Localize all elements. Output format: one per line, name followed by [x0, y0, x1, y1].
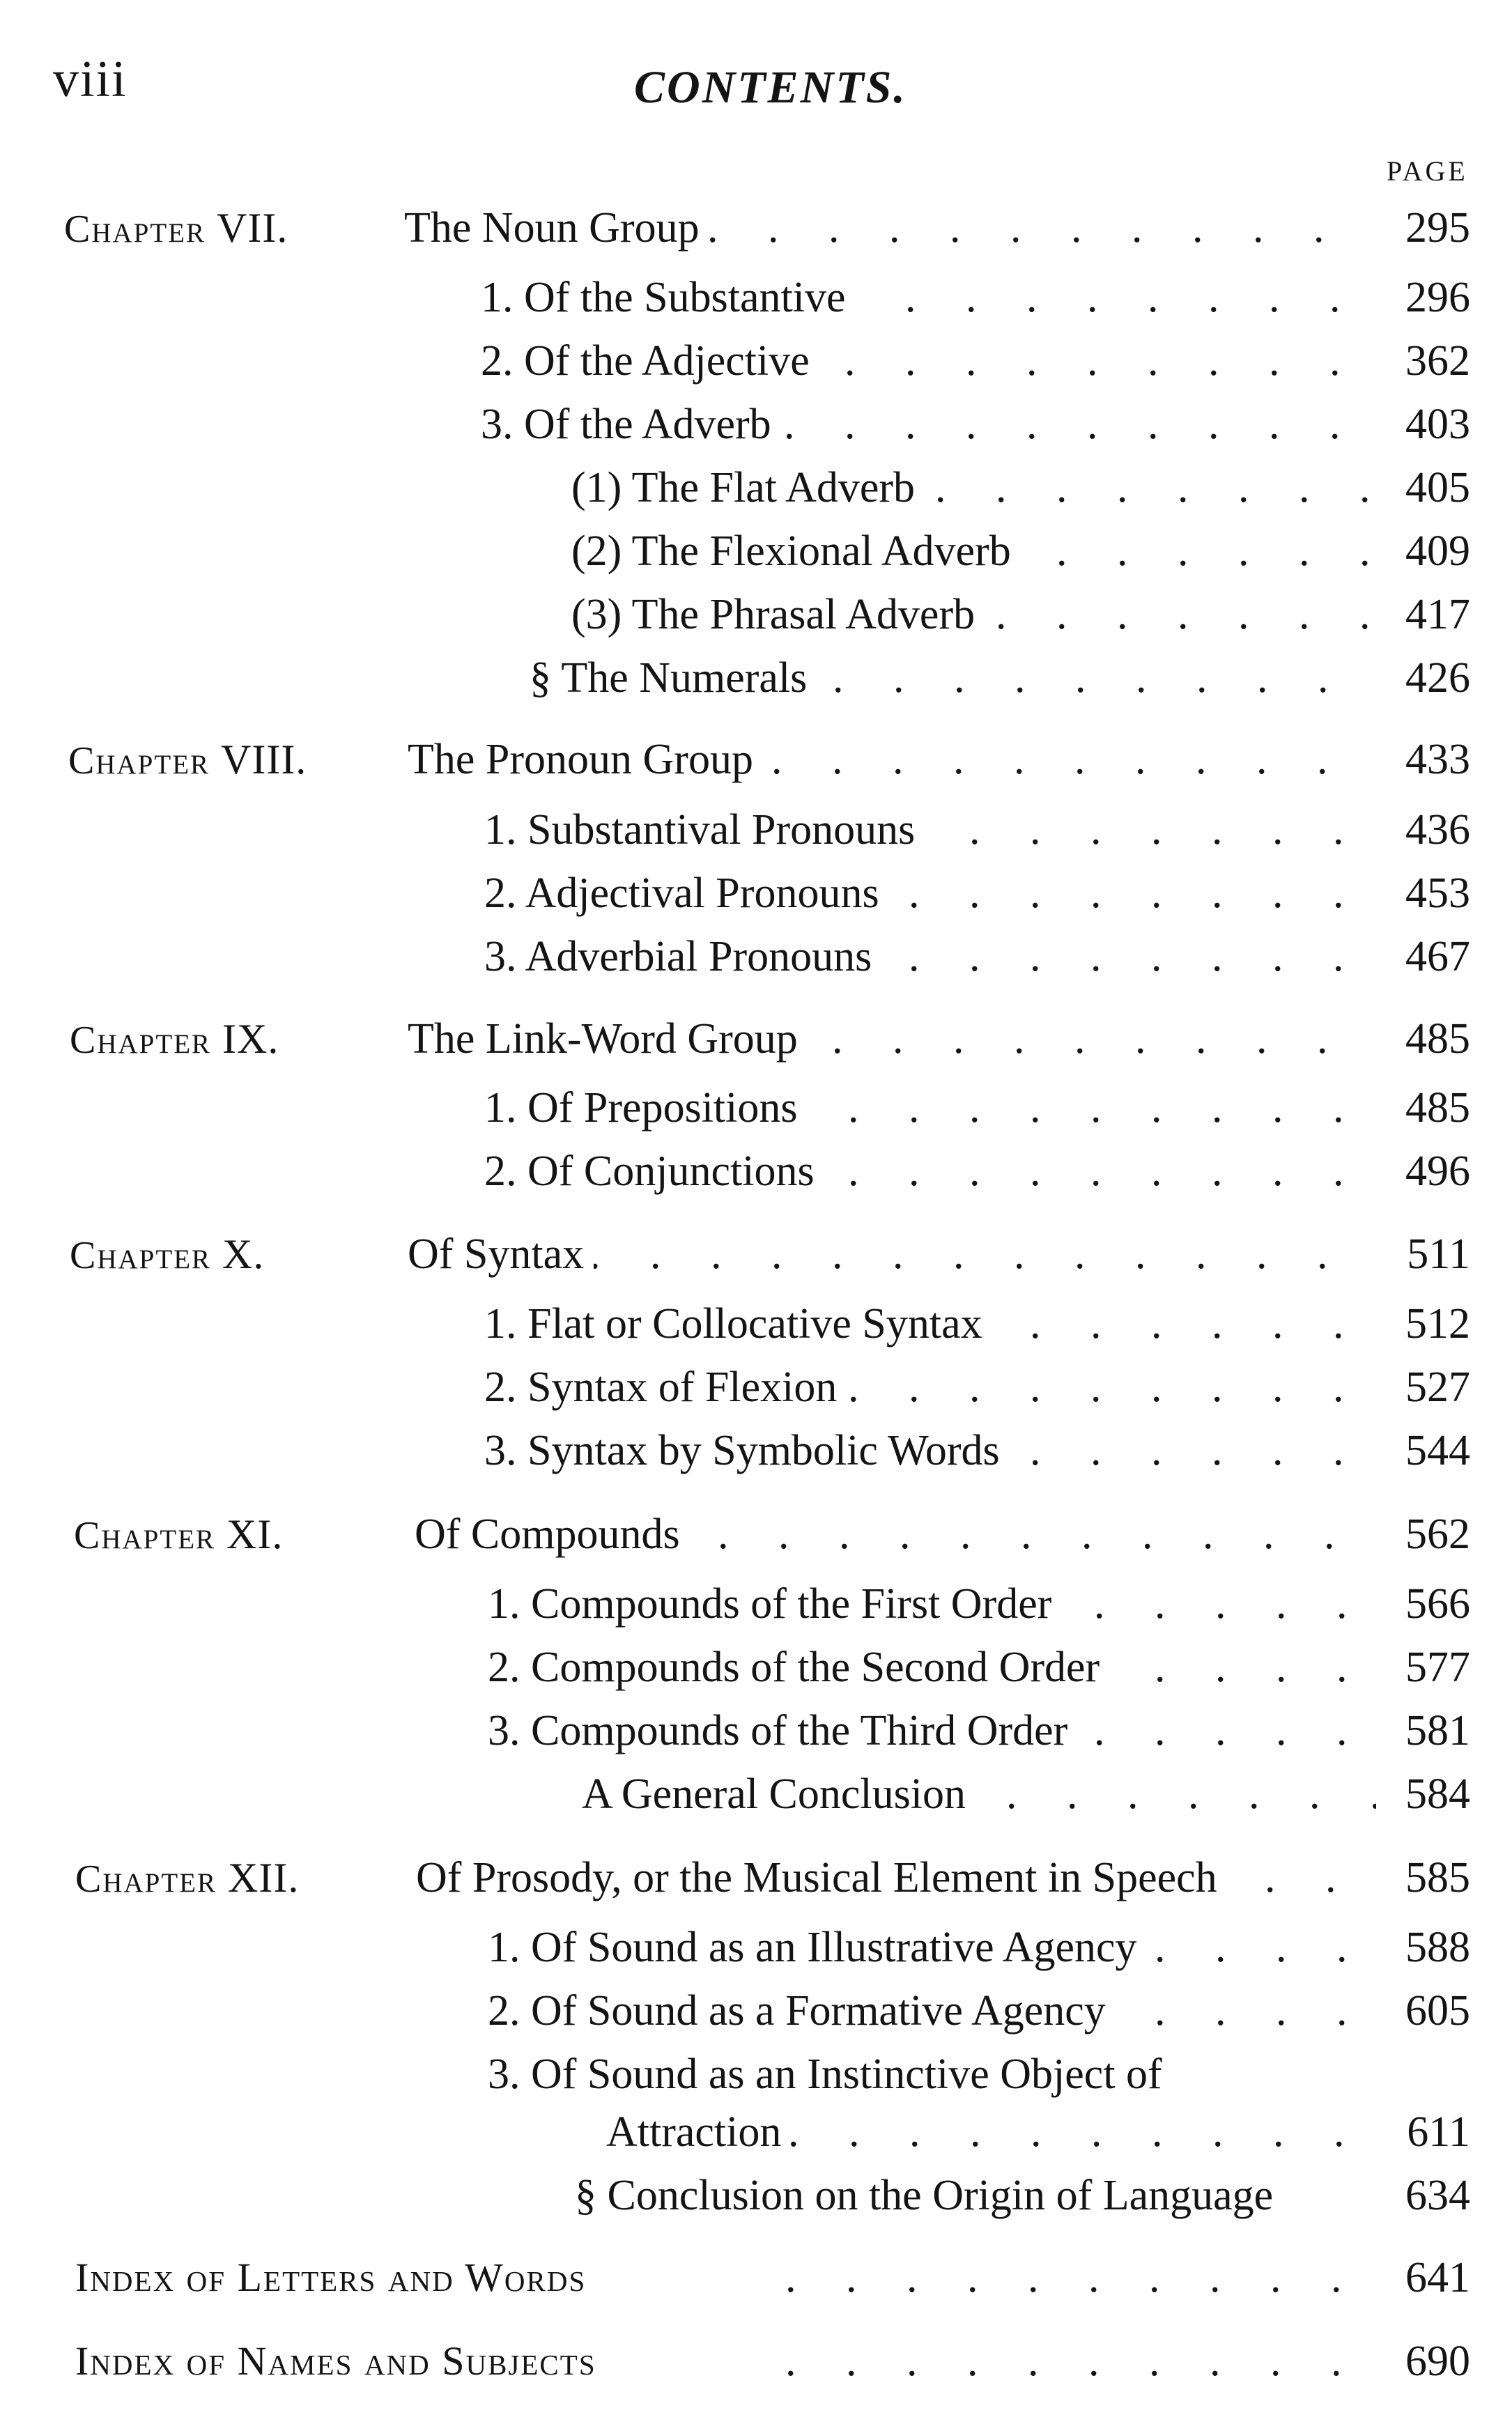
toc-title [484, 1292, 1376, 1355]
toc-title-text: The Noun Group [404, 204, 709, 252]
toc-title-text: 1. Flat or Collocative Syntax [484, 1300, 992, 1348]
toc-title-text: The Pronoun Group [408, 736, 763, 783]
toc-title-text: 3. Of the Adverb [481, 401, 781, 448]
toc-row-chapter-12 [0, 1846, 1512, 1909]
toc-title [488, 1916, 1376, 1979]
toc-row-index-letters [0, 2246, 1512, 2309]
toc-title-text: 1. Of the Substantive [481, 274, 856, 321]
toc-title [481, 266, 1376, 329]
toc-title-text: The Link-Word Group [408, 1015, 808, 1063]
toc-page: 585 [1405, 1854, 1470, 1901]
toc-title-no-leader: § Conclusion on the Origin of Language [575, 2172, 1274, 2219]
toc-row-chapter-7 [0, 196, 1512, 259]
chapter-word: Chapter [70, 1019, 212, 1062]
toc-row [0, 520, 1512, 582]
toc-title [484, 1140, 1376, 1203]
toc-page: 433 [1405, 736, 1470, 783]
chapter-word: Chapter [64, 208, 206, 251]
toc-page: 436 [1405, 806, 1470, 854]
toc-title [484, 1419, 1376, 1482]
toc-row [0, 266, 1512, 329]
chapter-label [70, 1223, 264, 1287]
toc-title [416, 1846, 1376, 1909]
toc-title [408, 728, 1376, 791]
toc-page: 581 [1405, 1707, 1470, 1754]
toc-row [0, 1979, 1512, 2042]
toc-title [582, 1763, 1376, 1825]
toc-page: 527 [1405, 1364, 1470, 1411]
toc-title [530, 647, 1376, 709]
toc-row [0, 393, 1512, 456]
toc-title [415, 1503, 1376, 1566]
toc-page: 453 [1405, 870, 1470, 917]
toc-title [606, 2101, 1376, 2163]
running-head: CONTENTS. [634, 62, 907, 113]
toc-title-text: Attraction [606, 2108, 791, 2156]
chapter-word: Chapter [75, 1858, 217, 1901]
toc-row-chapter-9 [0, 1008, 1512, 1070]
toc-row-chapter-8 [0, 728, 1512, 791]
folio: viii [53, 51, 128, 108]
toc-title [484, 798, 1376, 861]
toc-title-text: 2. Of Sound as a Formative Agency [488, 1987, 1116, 2035]
toc-title-text: (3) The Phrasal Adverb [571, 591, 985, 638]
chapter-label [68, 728, 307, 792]
toc-row [0, 1140, 1512, 1203]
toc-title-text: § The Numerals [530, 654, 817, 702]
toc-row [0, 1916, 1512, 1979]
toc-page: 641 [1405, 2254, 1470, 2301]
chapter-numeral: X. [222, 1231, 265, 1277]
toc-page: 634 [1405, 2172, 1470, 2219]
toc-row [0, 925, 1512, 988]
toc-page: 588 [1405, 1924, 1470, 1971]
toc-row-chapter-11 [0, 1503, 1512, 1566]
page-column-label: PAGE [1387, 155, 1468, 187]
chapter-numeral: XII. [228, 1855, 300, 1901]
toc-page: 577 [1405, 1644, 1470, 1691]
toc-title-text: Of Compounds [415, 1511, 690, 1558]
toc-title [725, 2246, 1376, 2309]
toc-title-text [725, 2254, 734, 2301]
toc-row [0, 2043, 1512, 2106]
toc-page: 566 [1405, 1580, 1470, 1628]
toc-title [488, 1636, 1376, 1699]
toc-row [0, 330, 1512, 392]
toc-page: 512 [1405, 1300, 1470, 1348]
toc-row [0, 1763, 1512, 1825]
toc-title [571, 520, 1376, 582]
toc-title [488, 1573, 1376, 1635]
toc-page: 403 [1405, 401, 1470, 448]
toc-title [404, 196, 1376, 259]
toc-title [571, 583, 1376, 646]
toc-title-text: 3. Compounds of the Third Order [488, 1707, 1077, 1754]
toc-title [484, 1356, 1376, 1419]
chapter-numeral: VII. [217, 205, 288, 251]
toc-page: 417 [1405, 591, 1470, 638]
toc-page: 584 [1405, 1770, 1470, 1818]
toc-title-text: 2. Of Conjunctions [484, 1148, 824, 1195]
toc-title-text: Of Prosody, or the Musical Element in Speech [416, 1854, 1227, 1901]
chapter-label [75, 1846, 299, 1910]
toc-title-text: 2. Adjectival Pronouns [484, 870, 889, 917]
toc-title-text: 2. Of the Adjective [481, 337, 819, 385]
toc-title-text: 3. Adverbial Pronouns [484, 933, 881, 980]
chapter-numeral: IX. [222, 1016, 279, 1062]
toc-title [488, 1699, 1376, 1762]
toc-page: 409 [1405, 527, 1470, 575]
toc-row [0, 1292, 1512, 1355]
toc-page: 426 [1405, 654, 1470, 702]
toc-row [0, 1076, 1512, 1139]
toc-row [0, 2101, 1512, 2163]
toc-title-text: 1. Of Prepositions [484, 1084, 808, 1132]
toc-title [484, 862, 1376, 925]
toc-title [488, 1979, 1376, 2042]
toc-page: 485 [1405, 1084, 1470, 1132]
toc-page: 562 [1405, 1511, 1470, 1558]
toc-page: 485 [1405, 1015, 1470, 1063]
toc-page: 544 [1405, 1427, 1470, 1474]
chapter-numeral: VIII. [221, 736, 307, 782]
toc-row [0, 1573, 1512, 1635]
toc-page: 296 [1405, 274, 1470, 321]
toc-row [0, 456, 1512, 519]
toc-title-text: (1) The Flat Adverb [571, 464, 925, 511]
toc-page: 467 [1405, 933, 1470, 980]
toc-page: 362 [1405, 337, 1470, 385]
toc-title [408, 1223, 1376, 1286]
toc-page: 295 [1405, 204, 1470, 252]
toc-title [571, 456, 1376, 519]
toc-title-text: 1. Compounds of the First Order [488, 1580, 1061, 1628]
toc-title-no-leader: 3. Of Sound as an Instinctive Object of [488, 2051, 1162, 2098]
toc-title-text: 1. Substantival Pronouns [484, 806, 925, 854]
chapter-label [70, 1008, 279, 1072]
chapter-label [74, 1503, 283, 1567]
index-label: Index of Letters and Words [75, 2246, 600, 2309]
toc-title-text: Of Syntax [408, 1230, 594, 1278]
chapter-word: Chapter [74, 1514, 216, 1557]
toc-title-text: 2. Compounds of the Second Order [488, 1644, 1109, 1691]
chapter-word: Chapter [70, 1234, 212, 1277]
toc-row-index-names [0, 2330, 1512, 2393]
toc-title-text: A General Conclusion [582, 1770, 975, 1818]
toc-row [0, 1419, 1512, 1482]
toc-title-text: 1. Of Sound as an Illustrative Agency [488, 1924, 1147, 1971]
toc-row [0, 862, 1512, 925]
chapter-label [64, 196, 288, 261]
toc-row [0, 1636, 1512, 1699]
toc-title [408, 1008, 1376, 1070]
toc-title-text: 3. Syntax by Symbolic Words [484, 1427, 1010, 1474]
index-label: Index of Names and Subjects [75, 2330, 610, 2393]
toc-title-text [725, 2338, 734, 2385]
toc-page: 690 [1405, 2338, 1470, 2385]
toc-page: 496 [1405, 1148, 1470, 1195]
toc-row [0, 798, 1512, 861]
toc-title [484, 1076, 1376, 1139]
toc-row-chapter-10 [0, 1223, 1512, 1286]
toc-title [725, 2330, 1376, 2393]
toc-title-text: 2. Syntax of Flexion [484, 1364, 847, 1411]
toc-row [0, 583, 1512, 646]
toc-page: 511 [1407, 1230, 1470, 1278]
toc-title [481, 330, 1376, 392]
toc-title [484, 925, 1376, 988]
toc-title [481, 393, 1376, 456]
toc-title-text: (2) The Flexional Adverb [571, 527, 1021, 575]
toc-page: 605 [1405, 1987, 1470, 2035]
toc-page: 611 [1407, 2108, 1470, 2156]
toc-row [0, 2164, 1512, 2227]
chapter-word: Chapter [68, 739, 210, 782]
toc-row [0, 1699, 1512, 1762]
toc-row [0, 647, 1512, 709]
chapter-numeral: XI. [226, 1511, 284, 1557]
toc-row [0, 1356, 1512, 1419]
toc-page: 405 [1405, 464, 1470, 511]
